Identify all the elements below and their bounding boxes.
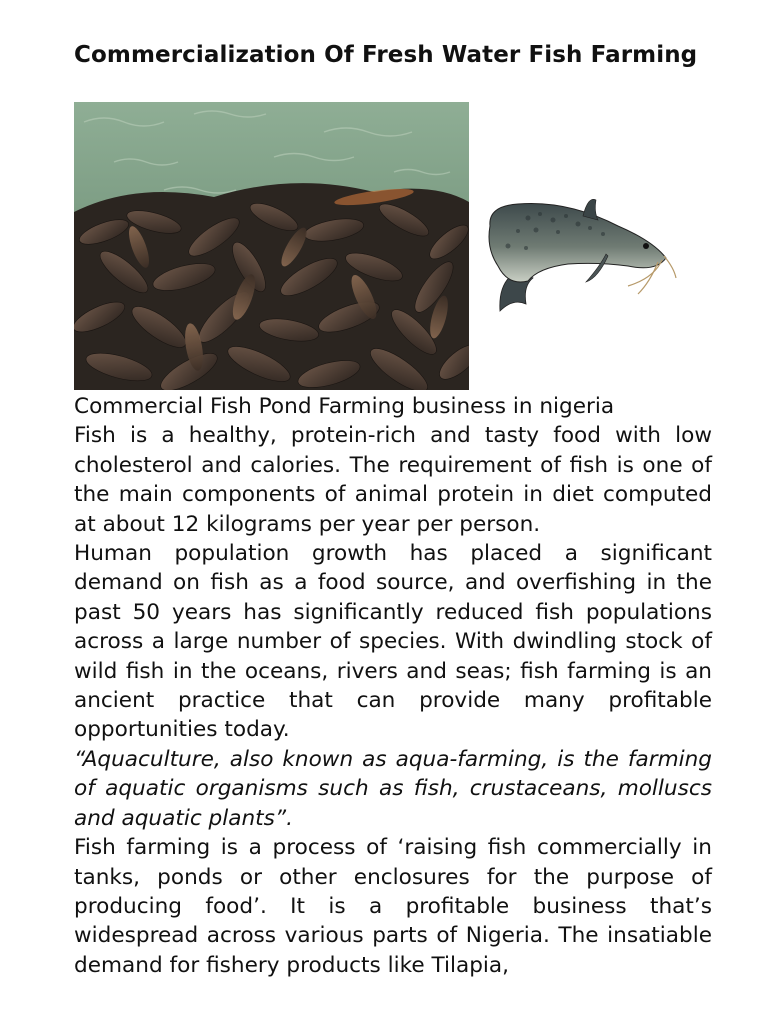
catfish-pond-photo bbox=[74, 102, 469, 390]
paragraph: Fish farming is a process of ‘raising fish commercially in tanks, ponds or other enclosures for the purpose of producing food’. It is a profitable business that’s widespread across various parts of Nigeria. The insatiable demand for fishery products like Tilapia, bbox=[74, 835, 712, 978]
image-caption: Commercial Fish Pond Farming business in nigeria bbox=[74, 394, 615, 419]
article-body bbox=[74, 392, 712, 980]
paragraph: Fish is a healthy, protein-rich and tasty food with low cholesterol and calories. The requirement of fish is one of the main components of animal protein in diet computed at about 12 kilograms per year per person. bbox=[74, 423, 712, 537]
catfish-illustration bbox=[478, 186, 678, 326]
paragraph: Human population growth has placed a significant demand on fish as a food source, and overfishing in the past 50 years has significantly reduced fish populations across a large number of species. With dwindling stock of wild fish in the oceans, rivers and seas; fish farming is an ancient practice that can provide many profitable opportunities today. bbox=[74, 541, 712, 743]
document-title: Commercialization Of Fresh Water Fish Farming bbox=[74, 42, 698, 68]
aquaculture-quote: “Aquaculture, also known as aqua-farming, is the farming of aquatic organisms such as fish, crustaceans, molluscs and aquatic plants”. bbox=[74, 746, 712, 831]
